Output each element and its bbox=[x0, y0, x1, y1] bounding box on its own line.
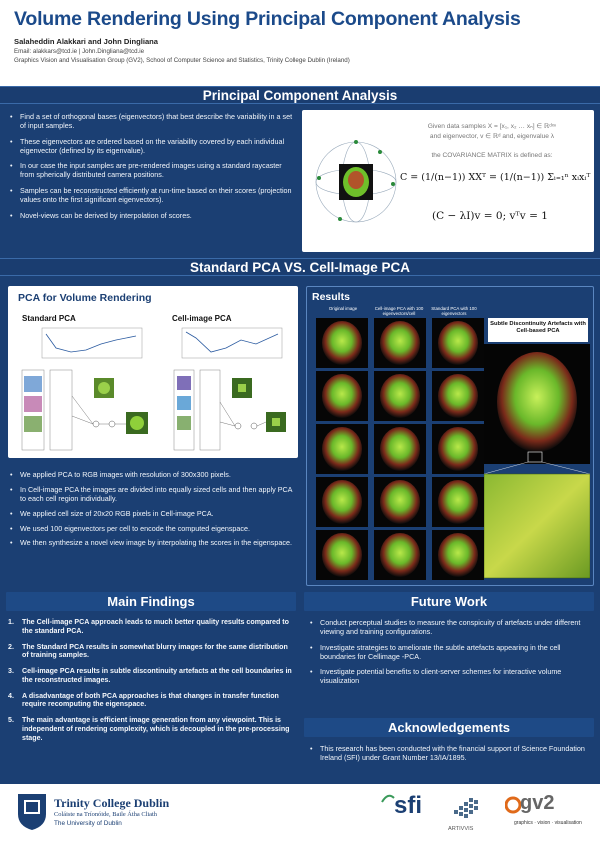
results-row-5 bbox=[316, 530, 484, 580]
list-item: 1. The Cell-image PCA approach leads to much better quality results compared to the standard PCA. bbox=[8, 618, 289, 635]
list-item: • Find a set of orthogonal bases (eigenvectors) that best describe the variability in a set of input samples. bbox=[8, 112, 298, 130]
ack-list bbox=[308, 744, 594, 769]
list-item: • We then synthesize a novel view image by interpolating the scores in the eigenspace. bbox=[8, 538, 298, 547]
tcd-name: Trinity College Dublin bbox=[54, 796, 170, 810]
results-row-2 bbox=[316, 371, 484, 421]
given-line-1: Given data samples X = [x₁, x₂ … xₙ] ∈ ℝᵈˣⁿ bbox=[427, 123, 557, 130]
list-item: • Investigate strategies to ameliorate the subtle artefacts appearing in the cell boundaries for Cellimage -PCA. bbox=[308, 643, 594, 661]
poster-header bbox=[0, 0, 600, 88]
results-image-grid bbox=[316, 318, 486, 580]
artivis-logo: ARTIVVIS bbox=[448, 826, 474, 832]
artefacts-caption: Subtle Discontinuity Artefacts with Cell-based PCA bbox=[490, 321, 586, 334]
artefacts-image bbox=[484, 344, 590, 580]
eigen-formula: (C − λI)v = 0; vᵀv = 1 bbox=[432, 210, 548, 222]
list-item: 5. The main advantage is efficient image generation from any viewpoint. This is independent of rendering complexity, which is decoupled in the pre-processing stage. bbox=[8, 716, 290, 742]
tcd-irish-name: Coláiste na Tríonóide, Baile Átha Cliath bbox=[54, 811, 157, 818]
pca-pipeline-diagram bbox=[16, 326, 292, 454]
covariance-formula: C = (1/(n−1)) XXᵀ = (1/(n−1)) Σᵢ₌₁ⁿ xᵢxᵢᵀ bbox=[400, 172, 591, 183]
list-item: • We used 100 eigenvectors per cell to encode the computed eigenspace. bbox=[8, 524, 298, 533]
list-item: • Conduct perceptual studies to measure the conspicuity of artefacts under different viewing and training configurations. bbox=[308, 618, 594, 636]
list-item: 4. A disadvantage of both PCA approaches is that changes in transfer function require recomputing the eigenspace. bbox=[8, 691, 279, 709]
results-col3-label: Standard PCA with 100 eigenvectors bbox=[431, 306, 477, 317]
list-item: • We applied PCA to RGB images with resolution of 300x300 pixels. bbox=[8, 470, 298, 479]
math-panel bbox=[302, 110, 594, 252]
future-list bbox=[308, 618, 594, 692]
std-bullet-list bbox=[8, 470, 298, 553]
results-row-4 bbox=[316, 477, 484, 527]
artivis-logo-icon bbox=[452, 794, 480, 824]
affiliation-line: Graphics Vision and Visualisation Group (GV2), School of Computer Science and Statistics, Trinity College Dublin (Ireland) bbox=[14, 57, 350, 64]
poster-title: Volume Rendering Using Principal Component Analysis bbox=[14, 8, 521, 30]
results-row-3 bbox=[316, 424, 484, 474]
pca-volume-heading: PCA for Volume Rendering bbox=[18, 292, 152, 304]
standard-pca-label: Standard PCA bbox=[22, 314, 76, 323]
authors: Salaheddin Alakkari and John Dingliana bbox=[14, 37, 159, 46]
list-item: • Samples can be reconstructed efficiently at run-time based on their scores (projection values onto the first significant eigenvectors). bbox=[8, 186, 298, 204]
gv2-tagline: graphics · vision · visualisation bbox=[514, 820, 582, 826]
gv2-logo: gv2 bbox=[520, 792, 555, 814]
findings-list bbox=[8, 618, 293, 749]
pca-diagram-panel bbox=[8, 286, 298, 458]
list-item: 2. The Standard PCA results in somewhat blurry images for the same distribution of training samples. bbox=[8, 642, 288, 660]
covariance-label: the COVARIANCE MATRIX is defined as: bbox=[431, 152, 553, 159]
given-line-2: and eigenvector, v ∈ ℝᵈ and, eigenvalue λ bbox=[429, 133, 555, 140]
results-row-1 bbox=[316, 318, 484, 368]
tcd-crest-icon bbox=[16, 792, 48, 832]
pca-bullet-list bbox=[8, 112, 298, 226]
results-col1-label: Original image bbox=[328, 306, 358, 311]
pca-section-title: Principal Component Analysis bbox=[0, 86, 600, 104]
std-section-title: Standard PCA VS. Cell-Image PCA bbox=[0, 258, 600, 276]
poster-footer bbox=[0, 784, 600, 848]
email-line: Email: alakkars@tcd.ie | John.Dingliana@tcd.ie bbox=[14, 48, 145, 55]
gv2-logo-icon bbox=[505, 794, 521, 816]
results-col2-label: Cell-image PCA with 100 eigenvectors/cell bbox=[374, 306, 424, 317]
future-title: Future Work bbox=[304, 592, 594, 611]
tcd-university: The University of Dublin bbox=[54, 820, 122, 827]
list-item: • This research has been conducted with the financial support of Science Foundation Ireland (SFI) under Grant Number 13/IA/1895. bbox=[308, 744, 594, 762]
list-item: • Investigate potential benefits to client-server schemes for interactive volume visualization bbox=[308, 667, 594, 685]
list-item: • In our case the input samples are pre-rendered images using a standard raycaster from spherically distributed camera positions. bbox=[8, 161, 298, 179]
results-heading: Results bbox=[312, 291, 350, 303]
sfi-logo: sfi bbox=[394, 792, 423, 819]
list-item: • These eigenvectors are ordered based on the variability covered by each individual eigenvector (defined by its eigenvalue). bbox=[8, 137, 298, 155]
list-item: • In Cell-image PCA the images are divided into equally sized cells and then apply PCA to each cell region individually. bbox=[8, 485, 298, 503]
ack-title: Acknowledgements bbox=[304, 718, 594, 737]
list-item: • We applied cell size of 20x20 RGB pixels in Cell-image PCA. bbox=[8, 509, 298, 518]
list-item: • Novel-views can be derived by interpolation of scores. bbox=[8, 211, 298, 220]
cell-pca-label: Cell-image PCA bbox=[172, 314, 232, 323]
findings-title: Main Findings bbox=[6, 592, 296, 611]
camera-sphere-illustration bbox=[310, 130, 402, 230]
list-item: 3. Cell-image PCA results in subtle discontinuity artefacts at the cell boundaries in the reconstructed images. bbox=[8, 667, 292, 684]
